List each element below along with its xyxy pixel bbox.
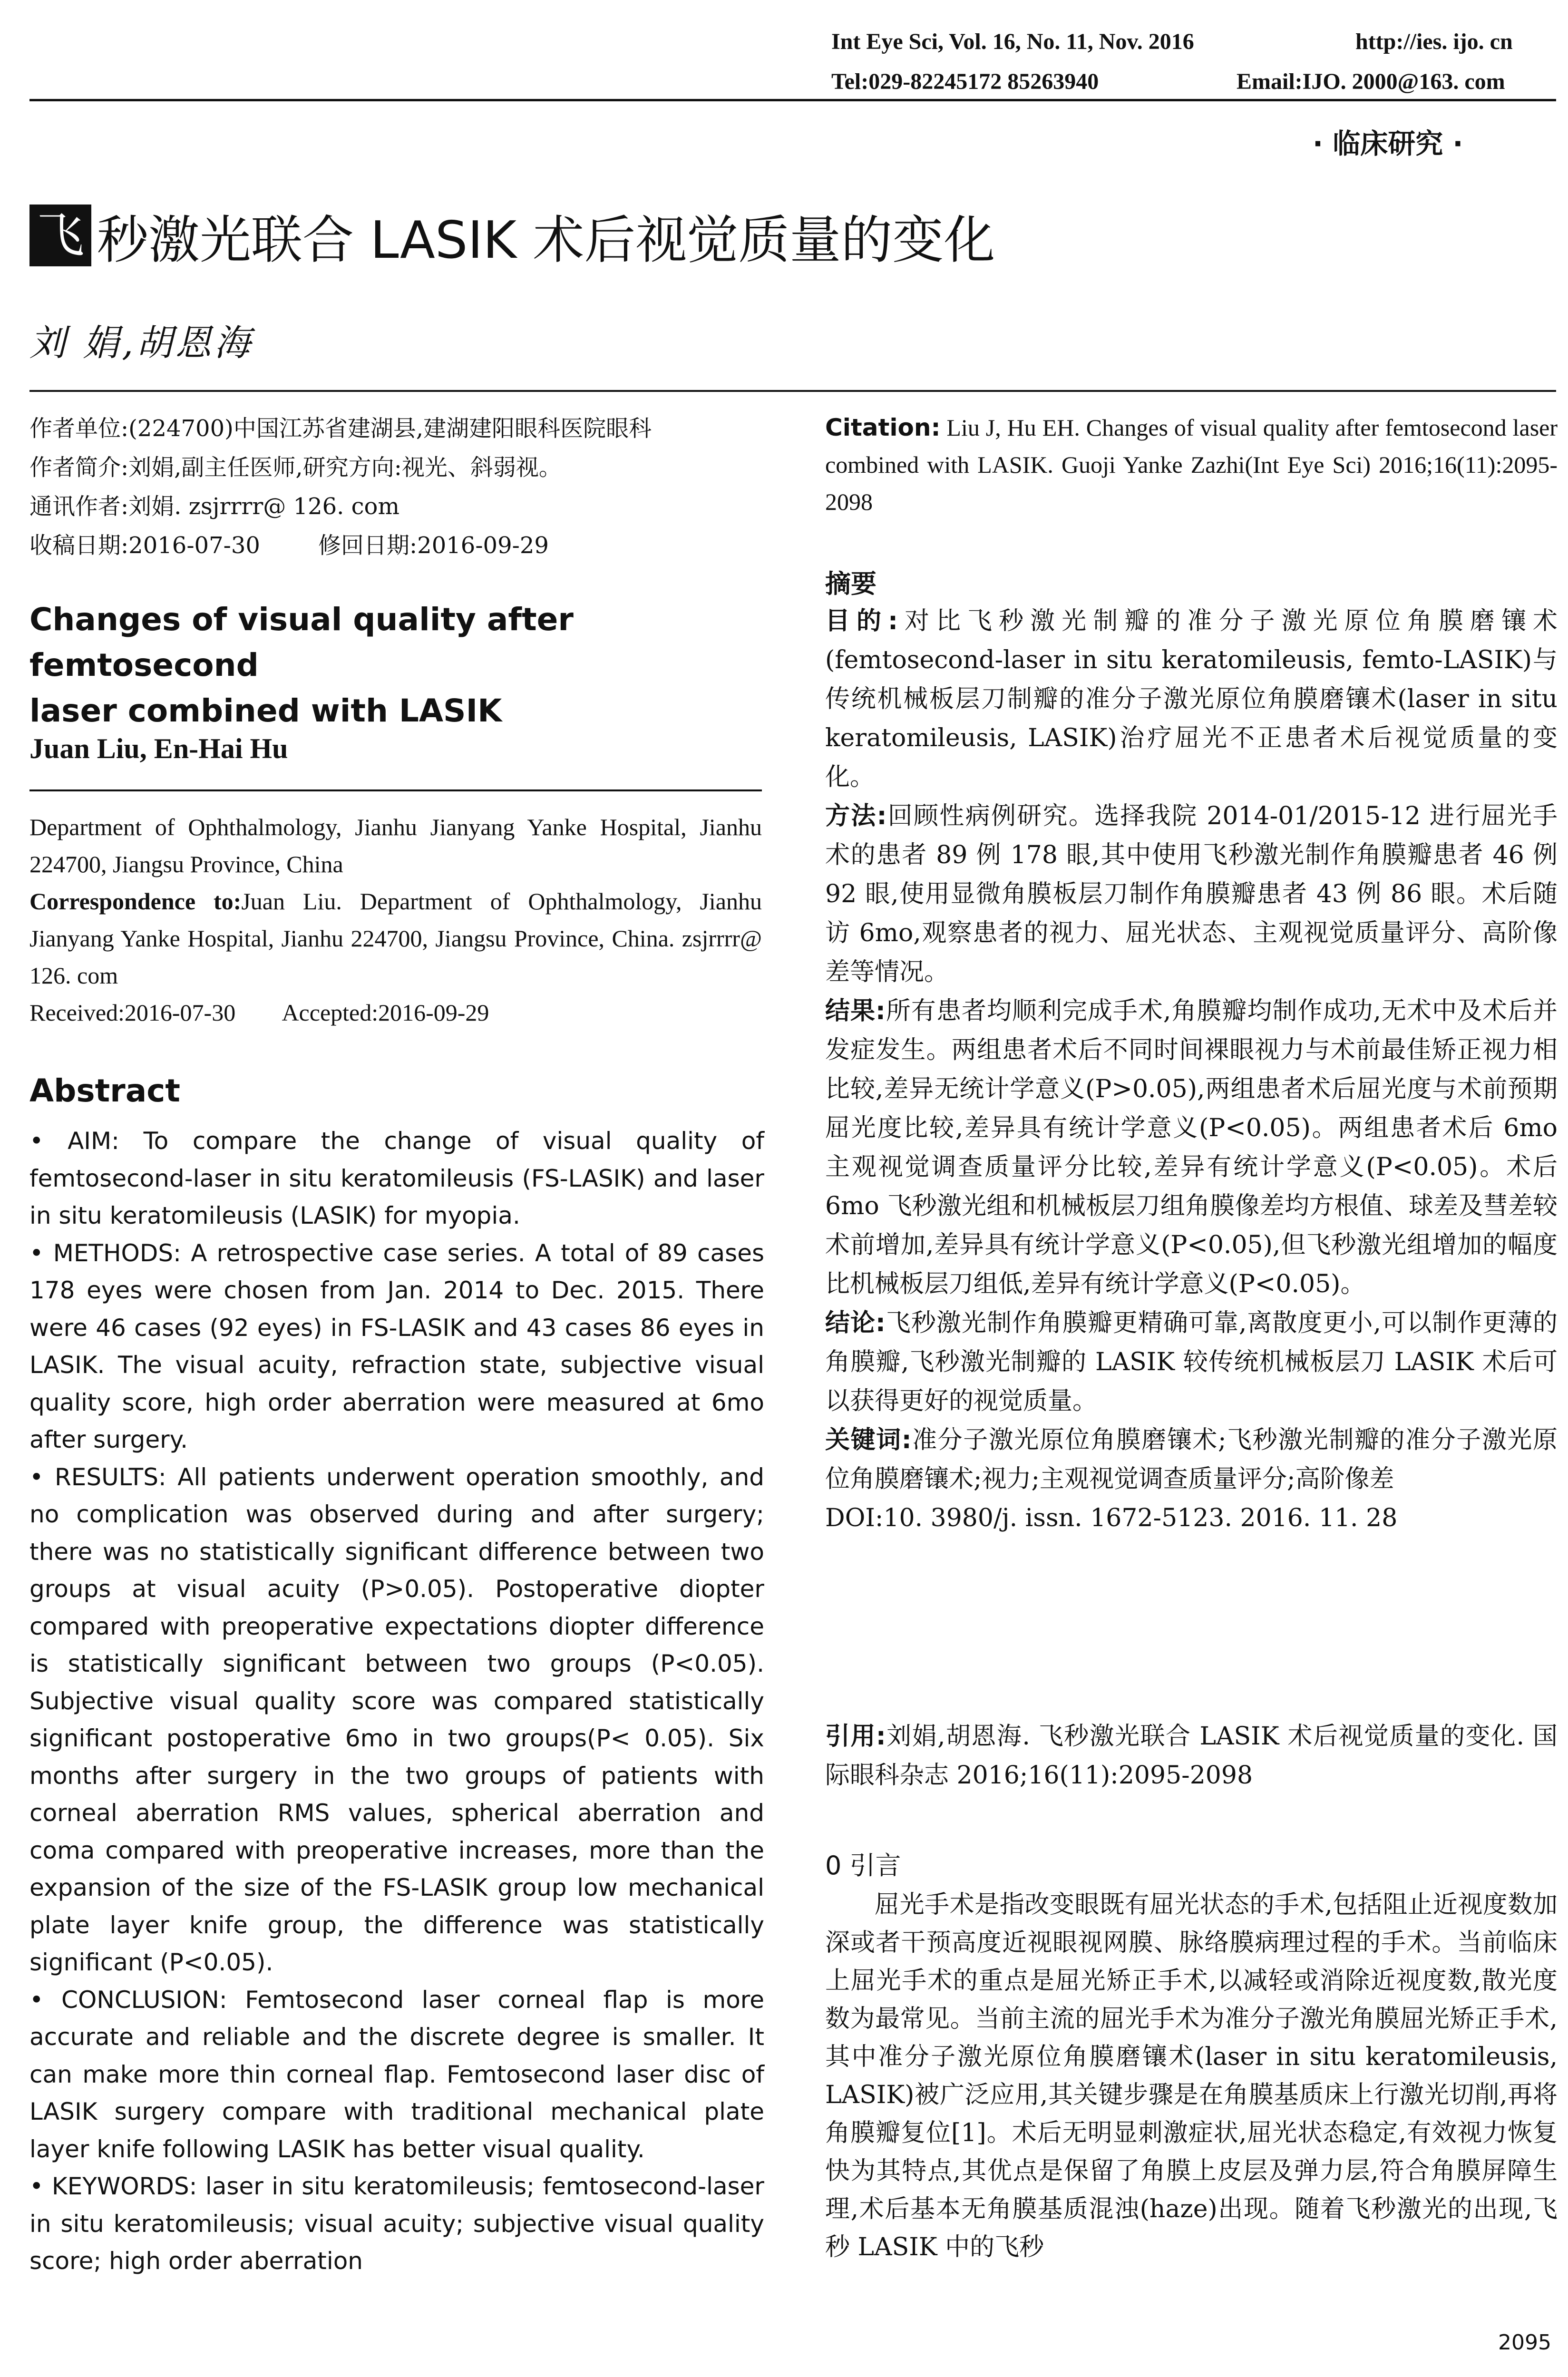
- correspondence-label: Correspondence to:: [29, 888, 242, 915]
- correspondence-text: Juan Liu. Department of Ophthalmology, Jianhu Jianyang Yanke Hospital, Jianhu 224700, Jiangsu Province, China. zsjrrrr@ 126. com: [29, 888, 762, 989]
- abstract-cn-results: [825, 992, 1558, 1304]
- paper-title: [29, 200, 995, 271]
- abstract-heading-cn: 摘要: [825, 569, 877, 599]
- authors-rule: [29, 789, 762, 791]
- abstract-methods: • METHODS: A retrospective case series. A total of 89 cases 178 eyes were chosen from Jan. 2014 to Dec. 2015. There were 46 cases (92 eyes) in FS-LASIK and 43 cases 86 eyes in LASIK. The visual acuity, refraction state, subjective visual quality score, high order aberration were measured at 6mo after surgery.: [29, 1239, 764, 1453]
- doi: DOI:10. 3980/j. issn. 1672-5123. 2016. 11. 28: [825, 1504, 1398, 1532]
- abstract-results: • RESULTS: All patients underwent operation smoothly, and no complication was observed during and after surgery; there was no statistically significant difference between two groups at visual acuity (P>0.05). Postoperative diopter compared with preoperative expectations diopter difference is statistically significant between two groups (P<0.05). Subjective visual quality score was compared statistically significant postoperative 6mo in two groups(P< 0.05). Six months after surgery in the two groups of patients with corneal aberration RMS values, spherical aberration and coma compared with preoperative increases, more than the expansion of the size of the FS-LASIK group low mechanical plate layer knife group, the difference was statistically significant (P<0.05).: [29, 1463, 764, 1976]
- author-unit: 作者单位:(224700)中国江苏省建湖县,建湖建阳眼科医院眼科: [29, 415, 652, 442]
- citation-cn: [825, 1717, 1558, 1795]
- intro-text: 屈光手术是指改变眼既有屈光状态的手术,包括阻止近视度数加深或者干预高度近视眼视网膜、脉络膜病理过程的手术。当前临床上屈光手术的重点是屈光矫正手术,以减轻或消除近视度数,散光度数为最常见。当前主流的屈光手术为准分子激光角膜屈光矫正手术,其中准分子激光原位角膜磨镶术(laser in situ keratomileusis, LASIK)被广泛应用,其关键步骤是在角膜基质床上行激光切削,再将角膜瓣复位[1]。术后无明显刺激症状,屈光状态稳定,有效视力恢复快为其特点,其优点是保留了角膜上皮层及弹力层,符合角膜屏障生理,术后基本无角膜基质混浊(haze)出现。随着飞秒激光的出现,飞秒 LASIK 中的飞秒: [825, 1890, 1558, 2261]
- citation-label: Citation:: [825, 414, 941, 441]
- conclusion-label-cn: 结论:: [825, 1309, 886, 1337]
- journal-email: Email:IJO. 2000@163. com: [1237, 69, 1505, 94]
- methods-text-cn: 回顾性病例研究。选择我院 2014-01/2015-12 进行屈光手术的患者 89 例 178 眼,其中使用飞秒激光制作角膜瓣患者 46 例 92 眼,使用显微角膜板层刀制作角膜瓣患者 43 例 86 眼。术后随访 6mo,观察患者的视力、屈光状态、主观视觉质量评分、高阶像差等情况。: [825, 802, 1558, 986]
- results-label-cn: 结果:: [825, 997, 886, 1025]
- aim-label-cn: 目的:: [825, 607, 898, 635]
- abstract-cn-keywords: [825, 1421, 1558, 1499]
- page-number: 2095: [1498, 2330, 1551, 2355]
- abstract-keywords: • KEYWORDS: laser in situ keratomileusis; femtosecond-laser in situ keratomileusis; visual acuity; subjective visual quality score; high order aberration: [29, 2172, 764, 2275]
- abstract-cn-conclusion: [825, 1304, 1558, 1421]
- abstract-cn-methods: [825, 797, 1558, 992]
- title-text: 秒激光联合 LASIK 术后视觉质量的变化: [97, 210, 995, 270]
- title-logo: 飞: [29, 205, 91, 266]
- keywords-text-cn: 准分子激光原位角膜磨镶术;飞秒激光制瓣的准分子激光原位角膜磨镶术;视力;主观视觉调查质量评分;高阶像差: [825, 1426, 1558, 1493]
- citation-cn-text: 刘娟,胡恩海. 飞秒激光联合 LASIK 术后视觉质量的变化. 国际眼科杂志 2016;16(11):2095-2098: [825, 1722, 1558, 1790]
- citation-text: Liu J, Hu EH. Changes of visual quality after femtosecond laser combined with LASIK. Guoji Yanke Zazhi(Int Eye Sci) 2016;16(11):2095-2098: [825, 414, 1558, 515]
- header-rule: [29, 99, 1556, 101]
- title-en-line2: laser combined with LASIK: [29, 692, 502, 729]
- abstract-heading-en: Abstract: [29, 1072, 180, 1109]
- journal-tel: Tel:029-82245172 85263940: [831, 69, 1099, 94]
- journal-info: Int Eye Sci, Vol. 16, No. 11, Nov. 2016: [831, 29, 1194, 54]
- abstract-cn-aim: [825, 602, 1558, 797]
- corresponding-author: 通讯作者:刘娟. zsjrrrr@ 126. com: [29, 493, 399, 520]
- citation-en: [825, 409, 1558, 520]
- aim-text-cn: 对比飞秒激光制瓣的准分子激光原位角膜磨镶术(femtosecond-laser in situ keratomileusis, femto-LASIK)与传统机械板层刀制瓣的准分子激光原位角膜磨镶术(laser in situ keratomileusis, LASIK)治疗屈光不正患者术后视觉质量的变化。: [825, 607, 1558, 791]
- title-en-line1: Changes of visual quality after femtosecond: [29, 601, 574, 683]
- department: Department of Ophthalmology, Jianhu Jianyang Yanke Hospital, Jianhu 224700, Jiangsu Province, China: [29, 814, 762, 877]
- citation-cn-label: 引用:: [825, 1722, 886, 1751]
- title-en: [29, 597, 771, 734]
- title-rule: [29, 390, 1556, 392]
- correspondence: [29, 883, 762, 994]
- author-bio: 作者简介:刘娟,副主任医师,研究方向:视光、斜弱视。: [29, 454, 562, 481]
- abstract-aim: • AIM: To compare the change of visual quality of femtosecond-laser in situ keratomileusis (FS-LASIK) and laser in situ keratomileusis (LASIK) for myopia.: [29, 1127, 764, 1229]
- abstract-en: [29, 1122, 764, 2280]
- abstract-cn: [825, 602, 1558, 1538]
- results-text-cn: 所有患者均顺利完成手术,角膜瓣均制作成功,无术中及术后并发症发生。两组患者术后不同时间裸眼视力与术前最佳矫正视力相比较,差异无统计学意义(P>0.05),两组患者术后屈光度与术前预期屈光度比较,差异具有统计学意义(P<0.05)。两组患者术后 6mo 主观视觉调查质量评分比较,差异有统计学意义(P<0.05)。术后 6mo 飞秒激光组和机械板层刀组角膜像差均方根值、球差及彗差较术前增加,差异具有统计学意义(P<0.05),但飞秒激光组增加的幅度比机械板层刀组低,差异有统计学意义(P<0.05)。: [825, 997, 1558, 1298]
- intro-heading: 0 引言: [825, 1851, 901, 1880]
- abstract-conclusion: • CONCLUSION: Femtosecond laser corneal flap is more accurate and reliable and the discrete degree is smaller. It can make more thin corneal flap. Femtosecond laser disc of LASIK surgery compare with traditional mechanical plate layer knife following LASIK has better visual quality.: [29, 1986, 764, 2163]
- received-dates-cn: 收稿日期:2016-07-30 修回日期:2016-09-29: [29, 532, 549, 559]
- methods-label-cn: 方法:: [825, 802, 887, 830]
- keywords-label-cn: 关键词:: [825, 1426, 912, 1454]
- conclusion-text-cn: 飞秒激光制作角膜瓣更精确可靠,离散度更小,可以制作更薄的角膜瓣,飞秒激光制瓣的 LASIK 较传统机械板层刀 LASIK 术后可以获得更好的视觉质量。: [825, 1309, 1558, 1415]
- affiliation-en: [29, 809, 762, 1031]
- received-dates-en: Received:2016-07-30 Accepted:2016-09-29: [29, 999, 489, 1026]
- journal-url: http://ies. ijo. cn: [1355, 29, 1513, 54]
- section-label: · 临床研究 ·: [1313, 127, 1463, 160]
- author-info-cn: [29, 409, 762, 565]
- authors-cn: 刘 娟,胡恩海: [29, 321, 253, 364]
- authors-en: Juan Liu, En-Hai Hu: [29, 733, 288, 764]
